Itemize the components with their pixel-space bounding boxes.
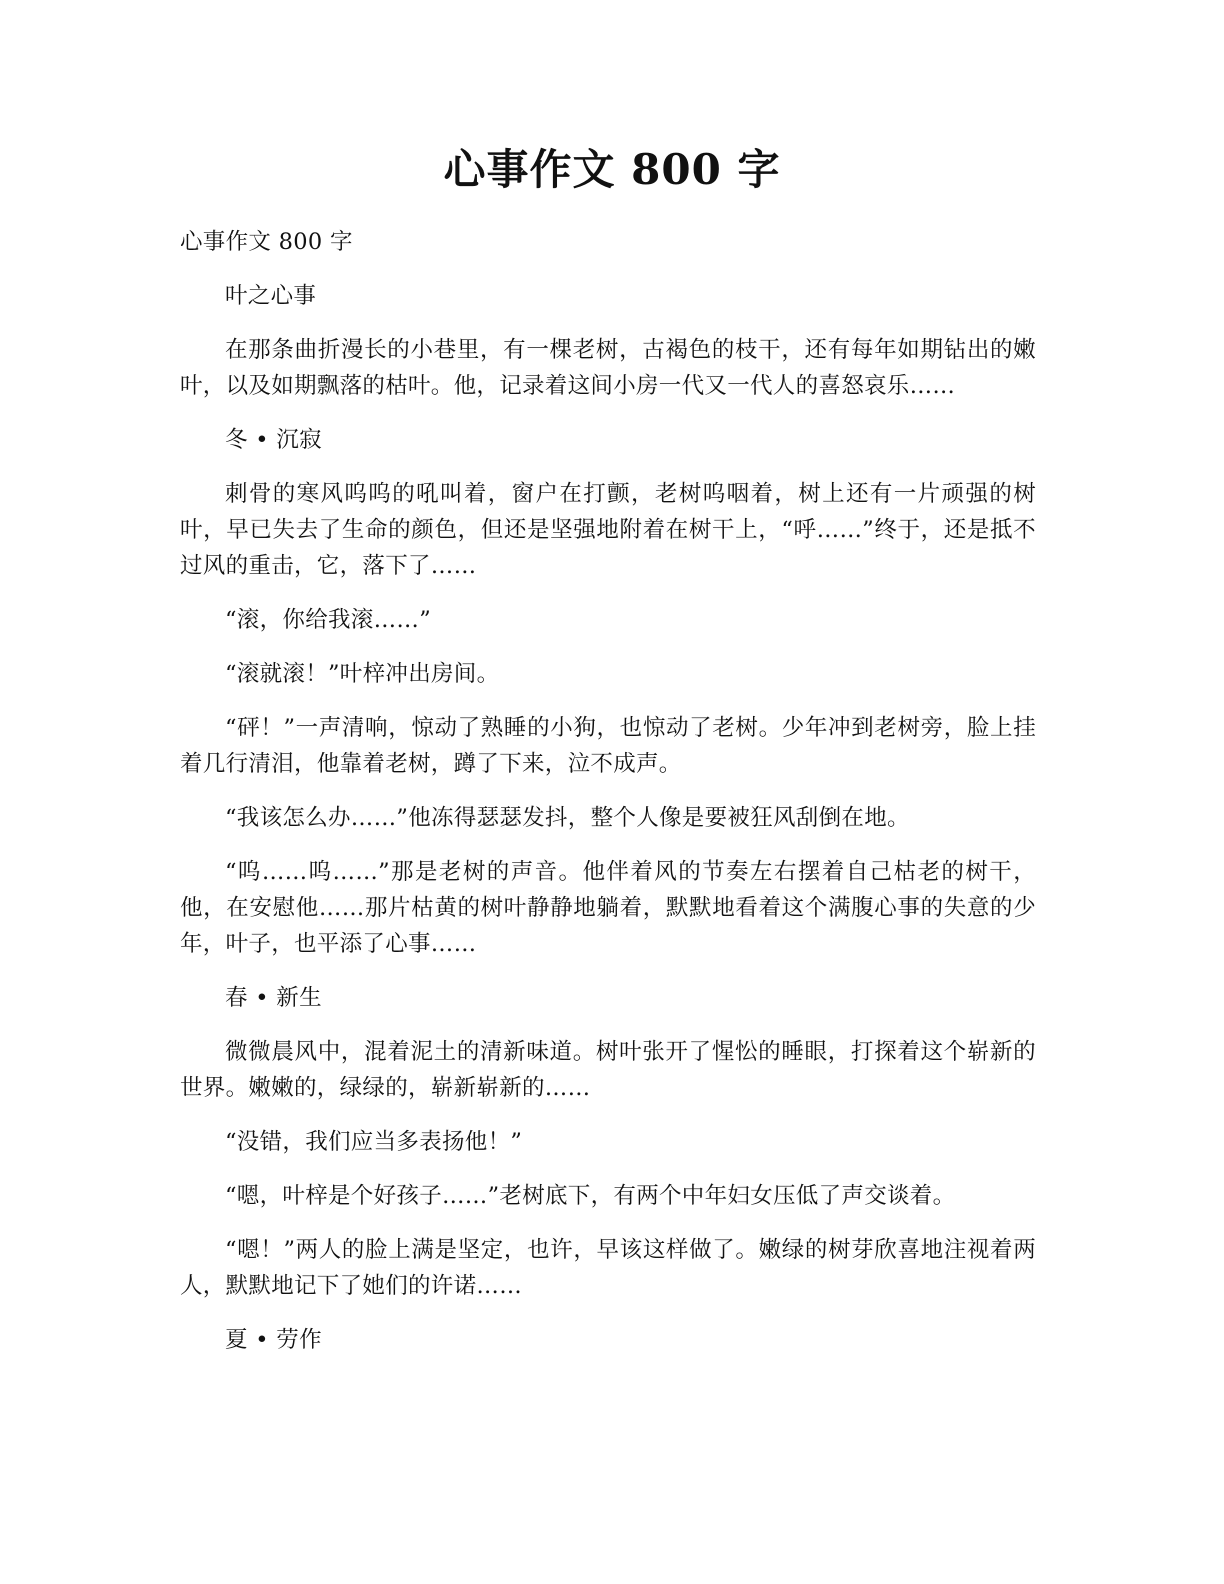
- page-title: 心事作文 800 字: [443, 145, 781, 194]
- paragraph: 刺骨的寒风呜呜的吼叫着，窗户在打颤，老树呜咽着，树上还有一片顽强的树叶，早已失去了生命的颜色，但还是坚强地附着在树干上，“呼……”终于，还是抵不过风的重击，它，落下了……: [180, 481, 1036, 579]
- document-body: [180, 224, 1036, 1376]
- paragraph: “滚就滚！”叶梓冲出房间。: [225, 661, 500, 687]
- paragraph: “我该怎么办……”他冻得瑟瑟发抖，整个人像是要被狂风刮倒在地。: [225, 805, 910, 831]
- paragraph: 微微晨风中，混着泥土的清新味道。树叶张开了惺忪的睡眼，打探着这个崭新的世界。嫩嫩的，绿绿的，崭新崭新的……: [180, 1039, 1036, 1101]
- section-heading: 春 • 新生: [225, 985, 322, 1011]
- paragraph: “呜……呜……”那是老树的声音。他伴着风的节奏左右摆着自己枯老的树干，他，在安慰他……那片枯黄的树叶静静地躺着，默默地看着这个满腹心事的失意的少年，叶子，也平添了心事……: [180, 859, 1036, 957]
- paragraph: “滚，你给我滚……”: [225, 607, 432, 633]
- paragraph: “嗯，叶梓是个好孩子……”老树底下，有两个中年妇女压低了声交谈着。: [225, 1183, 956, 1209]
- section-heading: 叶之心事: [225, 283, 317, 309]
- section-heading: 夏 • 劳作: [225, 1327, 322, 1353]
- subtitle-line: 心事作文 800 字: [180, 229, 353, 255]
- section-heading: 冬 • 沉寂: [225, 427, 322, 453]
- paragraph: “没错，我们应当多表扬他！”: [225, 1129, 523, 1155]
- paragraph: 在那条曲折漫长的小巷里，有一棵老树，古褐色的枝干，还有每年如期钻出的嫩叶，以及如期飘落的枯叶。他，记录着这间小房一代又一代人的喜怒哀乐……: [180, 337, 1036, 399]
- paragraph: “砰！”一声清响，惊动了熟睡的小狗，也惊动了老树。少年冲到老树旁，脸上挂着几行清泪，他靠着老树，蹲了下来，泣不成声。: [180, 715, 1036, 777]
- paragraph: “嗯！”两人的脸上满是坚定，也许，早该这样做了。嫩绿的树芽欣喜地注视着两人，默默地记下了她们的许诺……: [180, 1237, 1036, 1299]
